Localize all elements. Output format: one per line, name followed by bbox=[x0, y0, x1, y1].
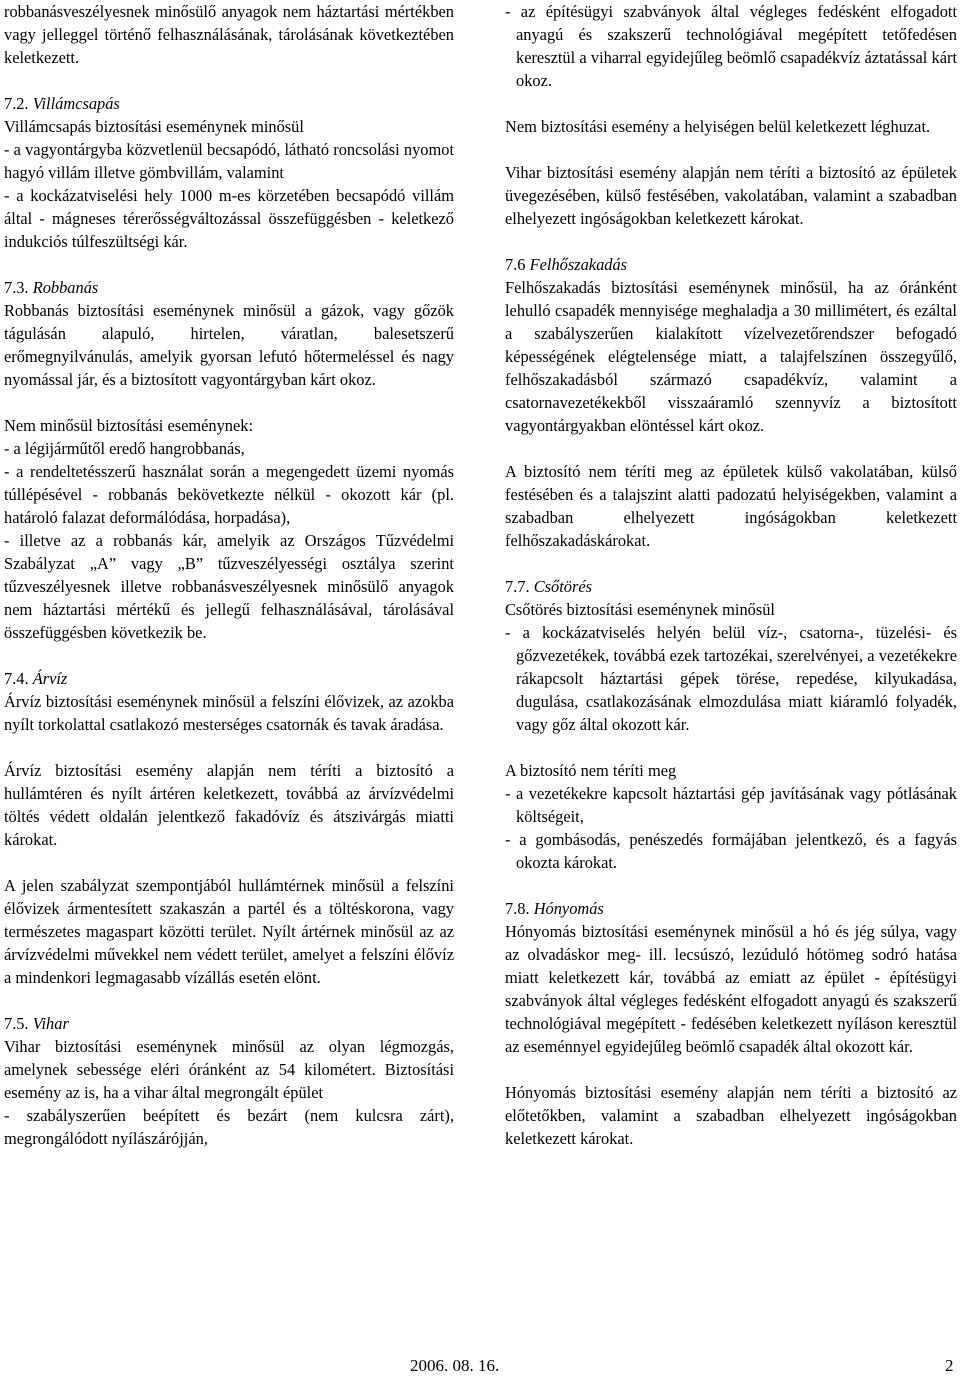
left-column bbox=[4, 0, 454, 1150]
page-number: 2 bbox=[945, 1356, 954, 1375]
paragraph: A jelen szabályzat szempontjából hullámtérnek minősül a felszíni élővizek ármentesített szakaszán a partél és a töltéskorona, vagy természetes magaspart közötti terület. Nyílt ártérnek minősül az az árvízvédelmi művekkel nem védett terület, amelyet a felszíni élővíz a mindenkori legmagasabb vízállás esetén elönt. bbox=[4, 876, 454, 987]
paragraph: Robbanás biztosítási eseménynek minősül a gázok, vagy gőzök tágulásán alapuló, hirtelen, váratlan, balesetszerű erőmegnyilvánulás, amelyik gyorsan lefutó hőtermeléssel és nagy nyomással jár, és a biztosított vagyontárgyban kárt okoz. bbox=[4, 301, 454, 389]
paragraph: robbanásveszélyesnek minősülő anyagok nem háztartási mértékben vagy jelleggel történő felhasználásának, tárolásának következtében keletkezett. bbox=[4, 2, 454, 67]
paragraph: Felhőszakadás biztosítási eseménynek minősül, ha az óránként lehulló csapadék mennyisége meghaladja a 30 millimétert, és ezáltal a szabályszerűen kialakított vízelvezetőrendszer befogadó képességének elégtelensége miatt, a talajfelszínen összegyűlő, felhőszakadásból származó csapadékvíz, valamint a csatornavezetékekből visszaáramló szennyvíz a biztosított vagyontárgyakban elöntéssel kárt okoz. bbox=[505, 278, 957, 435]
paragraph: Vihar biztosítási eseménynek minősül az olyan légmozgás, amelynek sebessége eléri óránként az 54 kilométert. Biztosítási esemény az is, ha a vihar által megrongált épület bbox=[4, 1037, 454, 1102]
section-heading-7-8: 7.8. Hónyomás bbox=[505, 899, 604, 918]
footer-date: 2006. 08. 16. bbox=[410, 1356, 500, 1375]
paragraph: Nem biztosítási esemény a helyiségen belül keletkezett léghuzat. bbox=[505, 117, 931, 136]
paragraph: Vihar biztosítási esemény alapján nem téríti a biztosító az épületek üvegezésében, külső festésében, vakolatában, valamint a szabadban elhelyezett ingóságokban keletkezett károkat. bbox=[505, 163, 957, 228]
paragraph: Villámcsapás biztosítási eseménynek minősül bbox=[4, 117, 304, 136]
paragraph: Csőtörés biztosítási eseménynek minősül bbox=[505, 600, 775, 619]
list-item: - a gombásodás, penészedés formájában jelentkező, és a fagyás okozta károkat. bbox=[505, 830, 957, 872]
paragraph: Nem minősül biztosítási eseménynek: bbox=[4, 416, 254, 435]
section-heading-7-5: 7.5. Vihar bbox=[4, 1014, 69, 1033]
paragraph: - az építésügyi szabványok által végleges fedésként elfogadott anyagú és szakszerű technológiával megépített tetőfedésen keresztül a viharral egyidejűleg beömlő csapadékvíz áztatással kárt okoz. bbox=[505, 2, 957, 90]
paragraph: - a rendeltetésszerű használat során a megengedett üzemi nyomás túllépésével - robbanás bekövetkezte nélkül - okozott kár (pl. határoló falazat deformálódása, horpadása), bbox=[4, 462, 454, 527]
section-heading-7-6: 7.6 Felhőszakadás bbox=[505, 255, 628, 274]
section-heading-7-3: 7.3. Robbanás bbox=[4, 278, 99, 297]
paragraph: - a vagyontárgyba közvetlenül becsapódó, látható roncsolási nyomot hagyó villám illetve gömbvillám, valamint bbox=[4, 140, 454, 182]
paragraph: - szabályszerűen beépített és bezárt (nem kulcsra zárt), megrongálódott nyílászárójján, bbox=[4, 1106, 454, 1148]
paragraph: - a légijárműtől eredő hangrobbanás, bbox=[4, 439, 245, 458]
right-column bbox=[505, 0, 957, 1150]
section-heading-7-4: 7.4. Árvíz bbox=[4, 669, 68, 688]
paragraph: Árvíz biztosítási esemény alapján nem téríti a biztosító a hullámtéren és nyílt ártéren keletkezett, továbbá az árvízvédelmi töltés védett oldalán jelentkező fakadóvíz és átszivárgás miatti károkat. bbox=[4, 761, 454, 849]
paragraph: Hónyomás biztosítási esemény alapján nem téríti a biztosító az előtetőkben, valamint a szabadban elhelyezett ingóságokban keletkezett károkat. bbox=[505, 1083, 957, 1148]
list-item: - a kockázatviselés helyén belül víz-, csatorna-, tüzelési- és gőzvezetékek, továbbá ezek tartozékai, szerelvényei, a vezetékekre rákapcsolt háztartási gépek törése, repedése, kilyukadása, dugulása, csatlakozásának elmozdulása miatt kiáramló folyadék, vagy gőz által okozott kár. bbox=[505, 623, 957, 734]
list-item: - a vezetékekre kapcsolt háztartási gép javításának vagy pótlásának költségeit, bbox=[505, 784, 957, 826]
section-heading-7-2: 7.2. Villámcsapás bbox=[4, 94, 120, 113]
section-heading-7-7: 7.7. Csőtörés bbox=[505, 577, 592, 596]
paragraph: - illetve az a robbanás kár, amelyik az Országos Tűzvédelmi Szabályzat „A” vagy „B” tűzveszélyességi osztálya szerint tűzveszélyesnek illetve robbanásveszélyesnek minősülő anyagok nem háztartási mértékű és jellegű felhasználásával, tárolásával összefüggésben következik be. bbox=[4, 531, 454, 642]
paragraph: Árvíz biztosítási eseménynek minősül a felszíni élővizek, az azokba nyílt torkolattal csatlakozó mesterséges csatornák és tavak áradása. bbox=[4, 692, 454, 734]
paragraph: - a kockázatviselési hely 1000 m-es körzetében becsapódó villám által - mágneses térerősségváltozással összefüggésben - keletkező indukciós túlfeszültségi kár. bbox=[4, 186, 454, 251]
paragraph: A biztosító nem téríti meg bbox=[505, 761, 677, 780]
paragraph: Hónyomás biztosítási eseménynek minősül a hó és jég súlya, vagy az olvadáskor meg- ill. lecsúszó, lezúduló hótömeg sodró hatása miatt keletkezett kár, továbbá az emiatt az épület - építésügyi szabványok által végleges fedésként elfogadott anyagú és szakszerű technológiával megépített - fedésében keletkezett nyíláson keresztül az eseménnyel egyidejűleg beömlő csapadék által okozott kár. bbox=[505, 922, 957, 1056]
paragraph: A biztosító nem téríti meg az épületek külső vakolatában, külső festésében és a talajszint alatti padozatú helyiségekben, valamint a szabadban elhelyezett ingóságokban keletkezett felhőszakadáskárokat. bbox=[505, 462, 957, 550]
